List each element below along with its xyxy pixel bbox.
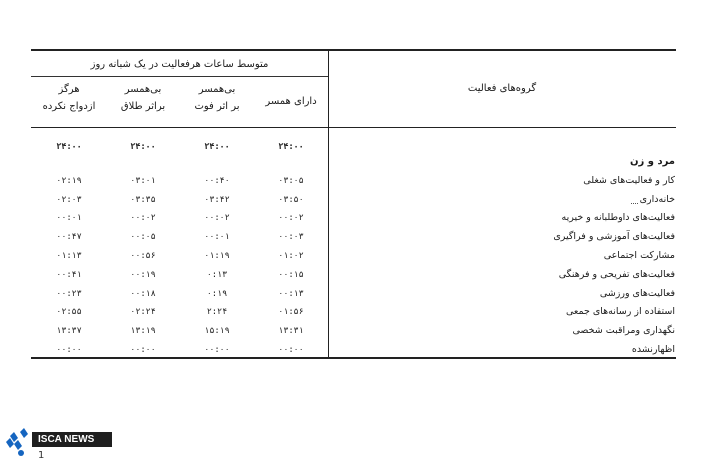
table-row: [31, 266, 676, 284]
table-cell: ۱۳:۳۱: [278, 326, 304, 337]
activity-time-table: [31, 49, 676, 359]
table-row: [31, 303, 676, 321]
table-cell: ۰۰:۴۱: [56, 269, 82, 280]
table-cell: ۰۲:۵۵: [56, 307, 82, 318]
table-cell: ۰۱:۵۶: [278, 307, 304, 318]
table-row: [31, 228, 676, 246]
table-cell: ۰۳:۴۲: [204, 194, 230, 205]
table-cell: ۰۳:۰۱: [130, 175, 156, 186]
table-cell: ۰۰:۰۱: [56, 213, 82, 224]
row-label-cell: [331, 341, 676, 359]
total-value: ۲۴:۰۰: [204, 142, 230, 152]
total-value: ۲۴:۰۰: [130, 142, 156, 152]
column-header-line1: بی‌همسر: [198, 84, 236, 95]
table-cell: ۰۰:۰۲: [204, 213, 230, 224]
row-label-text: فعالیت‌های داوطلبانه و خیریه: [561, 212, 675, 224]
table-cell: ۱۳:۱۹: [130, 326, 156, 337]
column-header-widowed: [180, 81, 254, 123]
table-cell: [106, 153, 180, 171]
row-label-cell: [331, 153, 676, 171]
table-cell: ۰۳:۳۵: [130, 194, 156, 205]
table-row: [31, 153, 676, 171]
table-cell: ۰۰:۱۸: [130, 288, 156, 299]
table-cell: ۰۲:۲۴: [130, 307, 156, 318]
category-header: گروه‌های فعالیت: [467, 83, 537, 94]
isca-news-logo: [4, 424, 114, 462]
table-row: [31, 209, 676, 227]
row-label-text: فعالیت‌های تفریحی و فرهنگی: [558, 268, 675, 280]
table-cell: ۰۳:۵۰: [278, 194, 304, 205]
row-label: [331, 303, 675, 321]
table-cell: ۰۰:۰۵: [130, 232, 156, 243]
table-cell: ۰۰:۰۰: [130, 345, 156, 355]
table-cell: ۰۰:۰۱: [204, 232, 230, 243]
table-row: [31, 285, 676, 303]
total-value: ۲۴:۰۰: [278, 142, 304, 152]
row-label-cell: [331, 172, 676, 190]
header-bottom-rule: [31, 127, 676, 128]
table-cell: ۰:۱۳: [206, 269, 228, 280]
total-value: ۲۴:۰۰: [56, 142, 82, 152]
row-label: [331, 341, 675, 359]
column-header-divorced: [106, 81, 180, 123]
group-header-underline: [31, 76, 328, 77]
table-cell: ۰۰:۰۲: [130, 213, 156, 224]
table-row: [31, 172, 676, 190]
table-row: [31, 247, 676, 265]
table-cell: ۰۰:۰۲: [278, 213, 304, 224]
row-label-cell: [331, 303, 676, 321]
table-cell: ۰:۱۹: [206, 288, 228, 299]
table-cell: ۰۰:۱۵: [278, 269, 304, 280]
column-header-line2: ازدواج نکرده: [42, 101, 96, 112]
row-label: [331, 322, 675, 340]
table-cell: ۰۰:۰۰: [56, 345, 82, 355]
column-header-never-married: [32, 81, 106, 123]
logo-number: 1: [38, 450, 45, 461]
row-label-cell: [331, 191, 676, 209]
table-cell: [180, 153, 254, 171]
table-cell: ۰۲:۱۹: [56, 175, 82, 186]
table-cell: ۰۰:۲۳: [56, 288, 82, 299]
row-label-cell: [331, 285, 676, 303]
row-label-text: فعالیت‌های ورزشی: [599, 287, 675, 299]
table-row: [31, 191, 676, 209]
table-cell: ۰۱:۱۳: [56, 251, 82, 261]
row-label-text: اظهارنشده: [631, 344, 675, 355]
row-label-cell: [331, 228, 676, 246]
row-label: [331, 191, 675, 209]
column-header-line1: بی‌همسر: [124, 84, 162, 95]
row-label: [331, 247, 675, 265]
table-cell: ۰۰:۰۳: [278, 232, 304, 243]
row-label-cell: [331, 322, 676, 340]
row-label-cell: [331, 266, 676, 284]
row-label: [331, 266, 675, 284]
column-header-line1: هرگز: [58, 84, 80, 95]
column-header-married: [254, 81, 328, 123]
table-cell: ۰۰:۰۰: [278, 345, 304, 355]
logo-wordmark: ISCA NEWS: [32, 432, 112, 447]
table-cell: ۱۳:۳۷: [56, 326, 82, 337]
table-cell: [32, 153, 106, 171]
table-cell: ۰۰:۴۷: [56, 232, 82, 243]
row-label: [331, 285, 675, 303]
row-label-text: فعالیت‌های آموزشی و فراگیری: [553, 231, 675, 243]
table-cell: ۰۰:۴۰: [204, 175, 230, 186]
table-cell: ۰۰:۱۹: [130, 269, 156, 280]
row-label-text: نگهداری ومراقبت شخصی: [572, 325, 675, 337]
row-label: [331, 172, 675, 190]
table-cell: ۰۳:۰۵: [278, 175, 304, 186]
column-header-line2: بر اثر فوت: [194, 101, 240, 112]
table-cell: ۰۰:۱۳: [278, 288, 304, 299]
table-cell: [254, 153, 328, 171]
row-label-cell: [331, 209, 676, 227]
table-cell: ۰۱:۰۲: [278, 251, 304, 261]
row-label: [331, 209, 675, 227]
table-cell: ۰۲:۰۳: [56, 194, 82, 205]
row-label-text: کار و فعالیت‌های شغلی: [583, 174, 675, 186]
table-row: [31, 322, 676, 340]
table-row: [31, 341, 676, 359]
row-label-text: مشارکت اجتماعی: [603, 250, 675, 261]
column-header-line1: دارای همسر: [265, 96, 317, 107]
row-label-text: مرد و زن: [629, 156, 675, 167]
table-cell: ۲:۲۴: [206, 307, 228, 318]
table-cell: ۰۱:۱۹: [204, 251, 230, 261]
group-header: متوسط ساعات هرفعالیت در یک شبانه روز: [90, 59, 269, 70]
row-label-cell: [331, 247, 676, 265]
row-label: [331, 153, 675, 171]
table-cell: ۱۵:۱۹: [204, 326, 230, 337]
row-label-text: خانه‌داری: [639, 193, 675, 205]
table-cell: ۰۰:۵۶: [130, 251, 156, 261]
column-header-line2: براثر طلاق: [120, 101, 166, 112]
table-cell: ۰۰:۰۰: [204, 345, 230, 355]
row-label-text: استفاده از رسانه‌های جمعی: [565, 306, 675, 318]
row-label: [331, 228, 675, 246]
